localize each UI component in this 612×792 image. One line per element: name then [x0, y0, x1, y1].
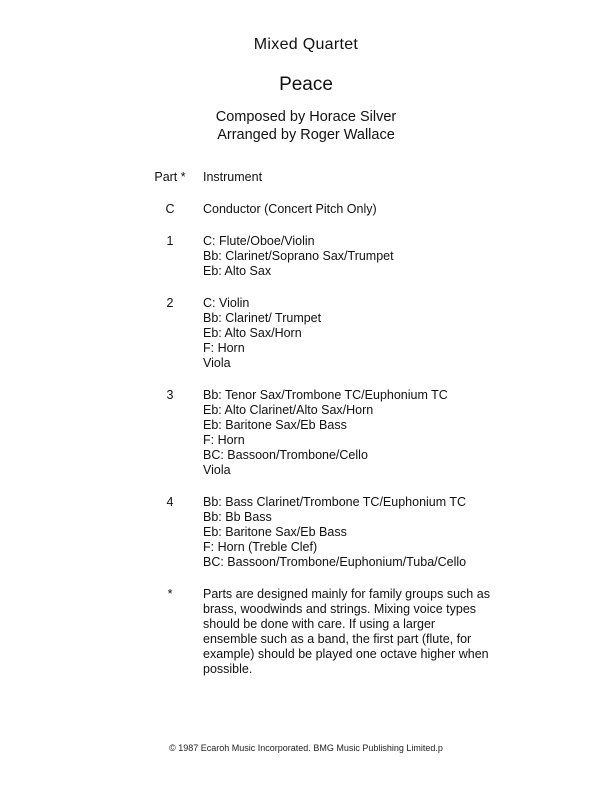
instrument-line: F: Horn (Treble Clef): [203, 540, 318, 554]
part-label: 2: [166, 296, 174, 310]
instrument-line: Bb: Bass Clarinet/Trombone TC/Euphonium TC: [203, 495, 467, 509]
table-rows: [0, 185, 612, 677]
instrument-list: [203, 587, 503, 677]
instrument-line: brass, woodwinds and strings. Mixing voice types: [203, 602, 477, 616]
instrument-line: should be done with care. If using a larger: [203, 617, 436, 631]
part-column-header: Part *: [154, 170, 186, 184]
instrument-line: C: Violin: [203, 296, 250, 310]
composer-credit: Composed by Horace Silver: [215, 109, 397, 125]
piece-title: Peace: [279, 74, 333, 95]
instrument-list: [203, 388, 503, 478]
instrument-line: Eb: Baritone Sax/Eb Bass: [203, 525, 347, 539]
table-row: [0, 202, 612, 217]
instrument-line: example) should be played one octave higher when: [203, 647, 489, 661]
table-row: [0, 495, 612, 570]
row-spacer: [0, 371, 612, 388]
part-label: 3: [166, 388, 174, 402]
row-spacer: [0, 478, 612, 495]
instrument-line: Eb: Alto Clarinet/Alto Sax/Horn: [203, 403, 374, 417]
instrument-line: BC: Bassoon/Trombone/Euphonium/Tuba/Cello: [203, 555, 467, 569]
instrument-line: Viola: [203, 356, 231, 370]
row-spacer: [0, 279, 612, 296]
instrument-line: Conductor (Concert Pitch Only): [203, 202, 377, 216]
instrument-list: [203, 495, 503, 570]
parts-table: [0, 170, 612, 677]
part-label: 1: [166, 234, 174, 248]
instrument-line: possible.: [203, 662, 253, 676]
table-row: [0, 234, 612, 279]
copyright-footer: © 1987 Ecaroh Music Incorporated. BMG Music Publishing Limited.p: [169, 743, 443, 753]
table-row: [0, 296, 612, 371]
instrument-line: Eb: Alto Sax: [203, 264, 272, 278]
instrument-line: Eb: Baritone Sax/Eb Bass: [203, 418, 347, 432]
instrument-line: Bb: Tenor Sax/Trombone TC/Euphonium TC: [203, 388, 448, 402]
instrument-line: C: Flute/Oboe/Violin: [203, 234, 315, 248]
instrument-line: F: Horn: [203, 341, 245, 355]
instrument-line: Bb: Clarinet/Soprano Sax/Trumpet: [203, 249, 394, 263]
table-header-row: [0, 170, 612, 185]
instrument-line: BC: Bassoon/Trombone/Cello: [203, 448, 368, 462]
instrument-line: Bb: Bb Bass: [203, 510, 272, 524]
instrument-column-header: Instrument: [203, 170, 263, 184]
instrument-line: Bb: Clarinet/ Trumpet: [203, 311, 322, 325]
ensemble-heading: Mixed Quartet: [253, 36, 359, 53]
row-spacer: [0, 217, 612, 234]
instrument-list: [203, 296, 503, 371]
instrument-line: Eb: Alto Sax/Horn: [203, 326, 302, 340]
instrument-line: ensemble such as a band, the first part (flute, for: [203, 632, 472, 646]
arranger-credit: Arranged by Roger Wallace: [217, 127, 395, 143]
part-label: *: [167, 587, 173, 601]
instrument-line: Parts are designed mainly for family groups such as: [203, 587, 490, 601]
instrument-list: [203, 234, 503, 279]
instrument-list: [203, 202, 503, 217]
instrument-line: F: Horn: [203, 433, 245, 447]
instrument-line: Viola: [203, 463, 231, 477]
row-spacer: [0, 185, 612, 202]
row-spacer: [0, 570, 612, 587]
table-row: [0, 388, 612, 478]
part-label: 4: [166, 495, 174, 509]
table-row: [0, 587, 612, 677]
part-label: C: [165, 202, 175, 216]
